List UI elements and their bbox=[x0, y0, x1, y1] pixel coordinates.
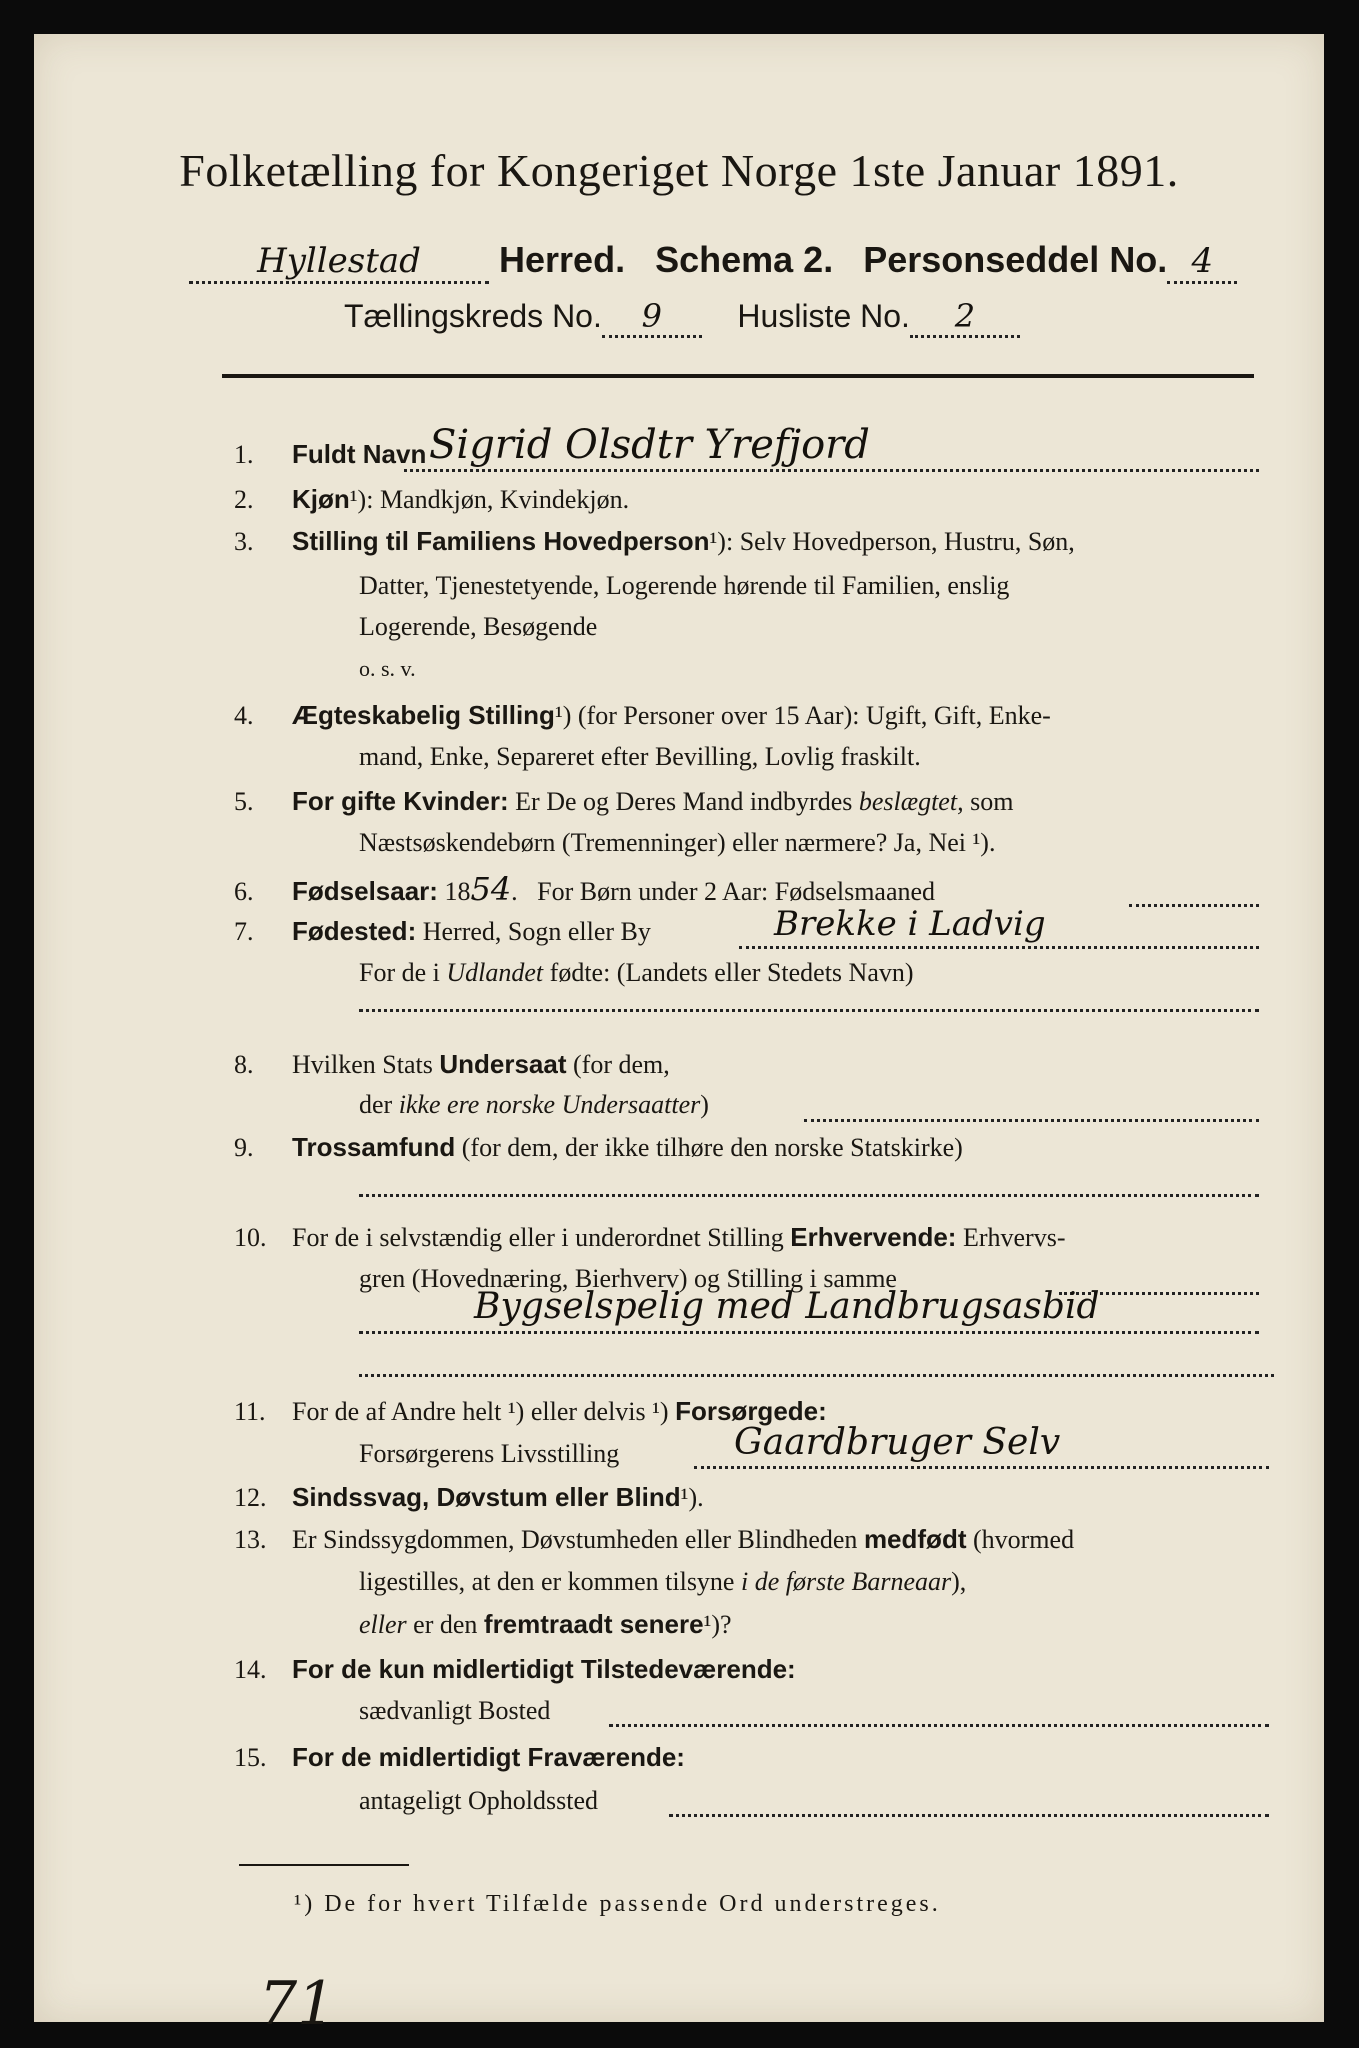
answer-line bbox=[609, 1724, 1269, 1727]
question-number: 5. bbox=[234, 787, 254, 816]
question-3-line-2: Datter, Tjenestetyende, Logerende hørende til Familien, enslig bbox=[359, 571, 1010, 600]
question-number: 8. bbox=[234, 1050, 254, 1079]
question-text: For de i selvstændig eller i underordnet Stilling bbox=[292, 1223, 784, 1252]
footnote: ¹) De for hvert Tilfælde passende Ord understreges. bbox=[294, 1891, 941, 1917]
answer-line bbox=[694, 1466, 1269, 1469]
answer-line bbox=[359, 1009, 1259, 1012]
q8-italic: ikke ere norske Undersaatter bbox=[398, 1090, 701, 1119]
question-number: 14. bbox=[234, 1655, 267, 1684]
question-10 bbox=[234, 1222, 1065, 1253]
answer-line bbox=[669, 1814, 1269, 1817]
question-number: 7. bbox=[234, 917, 254, 946]
question-number: 12. bbox=[234, 1483, 267, 1512]
answer-line bbox=[1129, 904, 1259, 907]
q7-text-a: For de i bbox=[359, 958, 440, 987]
header-line-kreds bbox=[344, 297, 1244, 352]
question-text-tail: Erhvervs- bbox=[962, 1223, 1066, 1252]
footnote-rule bbox=[239, 1864, 409, 1866]
question-1 bbox=[234, 439, 426, 470]
question-2 bbox=[234, 484, 629, 515]
question-label: Kjøn bbox=[292, 484, 350, 514]
header-rule bbox=[222, 374, 1254, 378]
husliste-handwritten-value: 2 bbox=[910, 297, 1020, 338]
answer-line bbox=[404, 469, 1259, 472]
personseddel-label: Personseddel No. bbox=[863, 239, 1168, 280]
question-10-line-2: gren (Hovednæring, Bierhverv) og Stilling i samme bbox=[359, 1264, 897, 1293]
birthplace-handwritten: Brekke i Ladvig bbox=[774, 904, 1046, 944]
question-label: For de midlertidigt Fraværende: bbox=[292, 1742, 685, 1772]
full-name-handwritten: Sigrid Olsdtr Yrefjord bbox=[429, 422, 870, 468]
question-number: 3. bbox=[234, 527, 254, 556]
question-14-line-2: sædvanligt Bosted bbox=[359, 1696, 551, 1725]
husliste-label: Husliste No. bbox=[737, 298, 910, 334]
answer-line bbox=[359, 1374, 1274, 1377]
q7-italic: Udlandet bbox=[446, 958, 544, 987]
question-11-line-2: Forsørgerens Livsstilling bbox=[359, 1439, 620, 1468]
q8-text-a: der bbox=[359, 1090, 393, 1119]
question-number: 11. bbox=[234, 1397, 266, 1426]
form-title: Folketælling for Kongeriget Norge 1ste Januar 1891. bbox=[179, 145, 1179, 196]
provider-handwritten: Gaardbruger Selv bbox=[734, 1422, 1061, 1463]
question-text: Er De og Deres Mand indbyrdes bbox=[515, 787, 853, 816]
question-number: 6. bbox=[234, 877, 254, 906]
question-label: Stilling til Familiens Hovedperson bbox=[292, 526, 710, 556]
q13-text-b: er den bbox=[413, 1610, 478, 1639]
question-text: ¹): Selv Hovedperson, Hustru, Søn, bbox=[709, 527, 1075, 556]
answer-line bbox=[804, 1119, 1259, 1122]
question-13 bbox=[234, 1524, 1074, 1555]
question-text: Er Sindssygdommen, Døvstumheden eller Blindheden bbox=[292, 1525, 858, 1554]
question-5-line-2: Næstsøskendebørn (Tremenninger) eller nærmere? Ja, Nei ¹). bbox=[359, 828, 996, 857]
question-5 bbox=[234, 786, 1013, 817]
question-15 bbox=[234, 1742, 685, 1773]
herred-handwritten-value: Hyllestad bbox=[189, 241, 489, 284]
question-label: medfødt bbox=[863, 1524, 967, 1554]
question-text-tail: som bbox=[970, 787, 1014, 816]
kreds-handwritten-value: 9 bbox=[602, 297, 702, 338]
q13-italic: i de første Barneaar bbox=[740, 1567, 952, 1596]
question-italic: beslægtet, bbox=[858, 787, 964, 816]
q13-text-a: ligestilles, at den er kommen tilsyne bbox=[359, 1567, 735, 1596]
answer-line bbox=[739, 946, 1259, 949]
question-label: Forsørgede: bbox=[675, 1396, 827, 1426]
q13-text-c: ), bbox=[951, 1567, 967, 1596]
question-label: For gifte Kvinder: bbox=[292, 786, 509, 816]
question-3-line-4: o. s. v. bbox=[359, 656, 416, 681]
question-3-line-3: Logerende, Besøgende bbox=[359, 612, 598, 641]
question-6: 6. Fødselsaar: 1854. For Børn under 2 Aar: Fødselsmaaned bbox=[234, 870, 936, 908]
q13-bold: fremtraadt senere bbox=[483, 1609, 704, 1639]
question-text-tail: (for dem, bbox=[573, 1050, 670, 1079]
question-text: Herred, Sogn eller By bbox=[422, 917, 651, 946]
question-8 bbox=[234, 1049, 670, 1080]
question-label: Fødested: bbox=[292, 916, 417, 946]
census-form-sheet bbox=[34, 34, 1324, 2039]
bottom-handwritten-mark: 71 bbox=[259, 1969, 336, 2039]
question-8-line-2 bbox=[359, 1090, 709, 1120]
question-number: 4. bbox=[234, 701, 254, 730]
occupation-handwritten: Bygselspelig med Landbrugsasbid bbox=[474, 1286, 1100, 1327]
answer-line bbox=[359, 1331, 1259, 1334]
question-number: 9. bbox=[234, 1133, 254, 1162]
question-text: ¹): Mandkjøn, Kvindekjøn. bbox=[349, 485, 630, 514]
answer-line bbox=[359, 1194, 1259, 1197]
question-number: 10. bbox=[234, 1223, 267, 1252]
question-7 bbox=[234, 916, 651, 947]
question-text: ¹) (for Personer over 15 Aar): Ugift, Gift, Enke- bbox=[554, 701, 1051, 730]
kreds-label: Tællingskreds No. bbox=[344, 298, 602, 334]
question-4-line-2: mand, Enke, Separeret efter Bevilling, Lovlig fraskilt. bbox=[359, 742, 921, 771]
question-7-line-2 bbox=[359, 958, 914, 988]
question-text-tail: ¹). bbox=[680, 1483, 704, 1512]
question-13-line-2 bbox=[359, 1567, 966, 1597]
q13-italic-eller: eller bbox=[359, 1610, 407, 1639]
question-text: For Børn under 2 Aar: Fødselsmaaned bbox=[537, 877, 936, 906]
question-14 bbox=[234, 1654, 796, 1685]
question-label: Fødselsaar: bbox=[292, 876, 438, 906]
question-label: Ægteskabelig Stilling bbox=[292, 700, 555, 730]
personseddel-handwritten-value: 4 bbox=[1167, 241, 1237, 284]
question-label: Trossamfund bbox=[292, 1132, 456, 1162]
question-number: 1. bbox=[234, 440, 254, 469]
question-text: (for dem, der ikke tilhøre den norske Statskirke) bbox=[461, 1133, 963, 1162]
q7-text-c: fødte: (Landets eller Stedets Navn) bbox=[549, 958, 914, 987]
question-text: For de af Andre helt ¹) eller delvis ¹) bbox=[292, 1397, 669, 1426]
question-12 bbox=[234, 1482, 704, 1513]
question-label: Undersaat bbox=[439, 1049, 567, 1079]
question-label: For de kun midlertidigt Tilstedeværende: bbox=[292, 1654, 796, 1684]
question-9 bbox=[234, 1132, 1264, 1163]
birth-year-handwritten: 54 bbox=[470, 870, 512, 908]
question-label: Fuldt Navn bbox=[292, 439, 427, 469]
question-text: Hvilken Stats bbox=[292, 1050, 433, 1079]
question-15-line-2: antageligt Opholdssted bbox=[359, 1786, 599, 1815]
question-3 bbox=[234, 526, 1075, 557]
schema-label: Schema 2. bbox=[655, 239, 834, 280]
herred-label: Herred. bbox=[499, 239, 626, 280]
question-label: Sindssvag, Døvstum eller Blind bbox=[292, 1482, 681, 1512]
question-13-line-3 bbox=[359, 1609, 732, 1640]
q13-text-d: ¹)? bbox=[703, 1610, 732, 1639]
question-4 bbox=[234, 700, 1051, 731]
question-number: 15. bbox=[234, 1743, 267, 1772]
question-text-tail: (hvormed bbox=[972, 1525, 1075, 1554]
question-number: 13. bbox=[234, 1525, 267, 1554]
header-line-herred bbox=[189, 239, 1289, 299]
question-label: Erhvervende: bbox=[790, 1222, 957, 1252]
birth-year-prefix: 18 bbox=[444, 877, 471, 906]
q8-text-c: ) bbox=[700, 1090, 709, 1119]
question-number: 2. bbox=[234, 485, 254, 514]
